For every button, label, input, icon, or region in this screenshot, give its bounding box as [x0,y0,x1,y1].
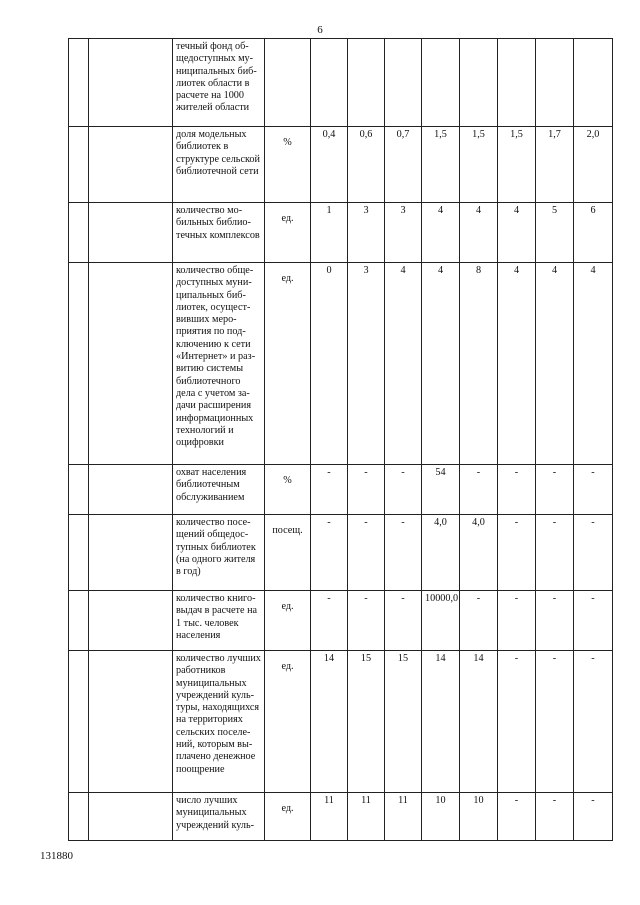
table-row [69,465,613,515]
value-cell [460,39,498,127]
value-cell: - [498,793,536,841]
value-cell: 14 [422,651,460,793]
program-cell [89,651,173,793]
table-row [69,127,613,203]
value-cell: 11 [348,793,385,841]
value-cell: 1,7 [536,127,574,203]
value-cell: 54 [422,465,460,515]
unit-cell: ед. [265,203,311,263]
value-cell: - [348,591,385,651]
value-cell: 4,0 [460,515,498,591]
table-row [69,591,613,651]
value-cell: 4 [498,263,536,465]
value-cell: 2,0 [574,127,613,203]
program-cell [89,127,173,203]
value-cell [311,39,348,127]
value-cell [385,39,422,127]
value-cell: 15 [385,651,422,793]
unit-cell: % [265,127,311,203]
indicator-cell: количество мобильных библиотечных комплексов [173,203,265,263]
value-cell: - [574,793,613,841]
unit-cell: ед. [265,793,311,841]
value-cell: 0 [311,263,348,465]
value-cell: - [536,651,574,793]
value-cell: 4 [536,263,574,465]
indicators-table [68,38,613,841]
value-cell: - [498,651,536,793]
number-cell [69,263,89,465]
unit-cell: ед. [265,591,311,651]
indicator-cell: доля модельных библиотек в структуре сельской библиотечной сети [173,127,265,203]
unit-cell: ед. [265,651,311,793]
number-cell [69,465,89,515]
value-cell: - [385,515,422,591]
value-cell [348,39,385,127]
value-cell: - [536,465,574,515]
value-cell [422,39,460,127]
number-cell [69,203,89,263]
value-cell: - [311,515,348,591]
value-cell: 4,0 [422,515,460,591]
value-cell: - [536,591,574,651]
number-cell [69,39,89,127]
value-cell: - [574,591,613,651]
value-cell [536,39,574,127]
value-cell: 8 [460,263,498,465]
value-cell: 14 [311,651,348,793]
value-cell: 4 [498,203,536,263]
document-code: 131880 [40,850,73,862]
number-cell [69,651,89,793]
value-cell: - [536,515,574,591]
program-cell [89,39,173,127]
value-cell: - [311,465,348,515]
value-cell: 14 [460,651,498,793]
number-cell [69,793,89,841]
value-cell [574,39,613,127]
table-row [69,515,613,591]
value-cell: - [574,651,613,793]
indicator-cell: течный фонд общедоступных муниципальных библиотек области в расчете на 1000 жителей области [173,39,265,127]
number-cell [69,591,89,651]
number-cell [69,127,89,203]
indicator-cell: количество книговыдач в расчете на 1 тыс. человек населения [173,591,265,651]
unit-cell: ед. [265,263,311,465]
value-cell: 0,4 [311,127,348,203]
value-cell: - [348,515,385,591]
value-cell: 15 [348,651,385,793]
number-cell [69,515,89,591]
value-cell: 1,5 [498,127,536,203]
value-cell: 10000,0 [422,591,460,651]
value-cell: 3 [348,203,385,263]
value-cell: - [498,465,536,515]
indicator-cell: число лучших муниципальных учреждений куль- [173,793,265,841]
value-cell: 0,6 [348,127,385,203]
table-row [69,39,613,127]
value-cell: 3 [348,263,385,465]
program-cell [89,591,173,651]
value-cell: 1,5 [422,127,460,203]
program-cell [89,515,173,591]
table-row [69,793,613,841]
value-cell: 11 [385,793,422,841]
value-cell: - [574,515,613,591]
value-cell: 4 [574,263,613,465]
value-cell: 10 [460,793,498,841]
value-cell: 3 [385,203,422,263]
indicator-cell: охват населения библиотечным обслуживанием [173,465,265,515]
value-cell: - [460,465,498,515]
value-cell: 4 [460,203,498,263]
table-row [69,263,613,465]
program-cell [89,203,173,263]
program-cell [89,263,173,465]
value-cell: - [574,465,613,515]
value-cell: 0,7 [385,127,422,203]
value-cell: 1,5 [460,127,498,203]
indicator-cell: количество общедоступных муниципальных библиотек, осуществивших мероприятия по подключению к сети «Интернет» и развитию системы библиотечного дела с учетом задачи расширения информационных технологий и оцифровки [173,263,265,465]
value-cell: - [498,515,536,591]
program-cell [89,793,173,841]
value-cell: - [311,591,348,651]
value-cell: - [536,793,574,841]
value-cell: - [498,591,536,651]
value-cell: 4 [422,263,460,465]
value-cell: 6 [574,203,613,263]
value-cell: - [460,591,498,651]
table-row [69,651,613,793]
value-cell: 11 [311,793,348,841]
value-cell: 10 [422,793,460,841]
unit-cell: посещ. [265,515,311,591]
unit-cell [265,39,311,127]
value-cell: - [348,465,385,515]
value-cell: 4 [385,263,422,465]
table-row [69,203,613,263]
value-cell [498,39,536,127]
page-number: 6 [317,24,323,36]
indicator-cell: количество лучших работников муниципальных учреждений культуры, находящихся на территориях сельских поселений, которым выплачено денежное поощрение [173,651,265,793]
indicator-cell: количество посещений общедоступных библиотек (на одного жителя в год) [173,515,265,591]
value-cell: 5 [536,203,574,263]
program-cell [89,465,173,515]
value-cell: - [385,591,422,651]
value-cell: 1 [311,203,348,263]
value-cell: 4 [422,203,460,263]
value-cell: - [385,465,422,515]
unit-cell: % [265,465,311,515]
